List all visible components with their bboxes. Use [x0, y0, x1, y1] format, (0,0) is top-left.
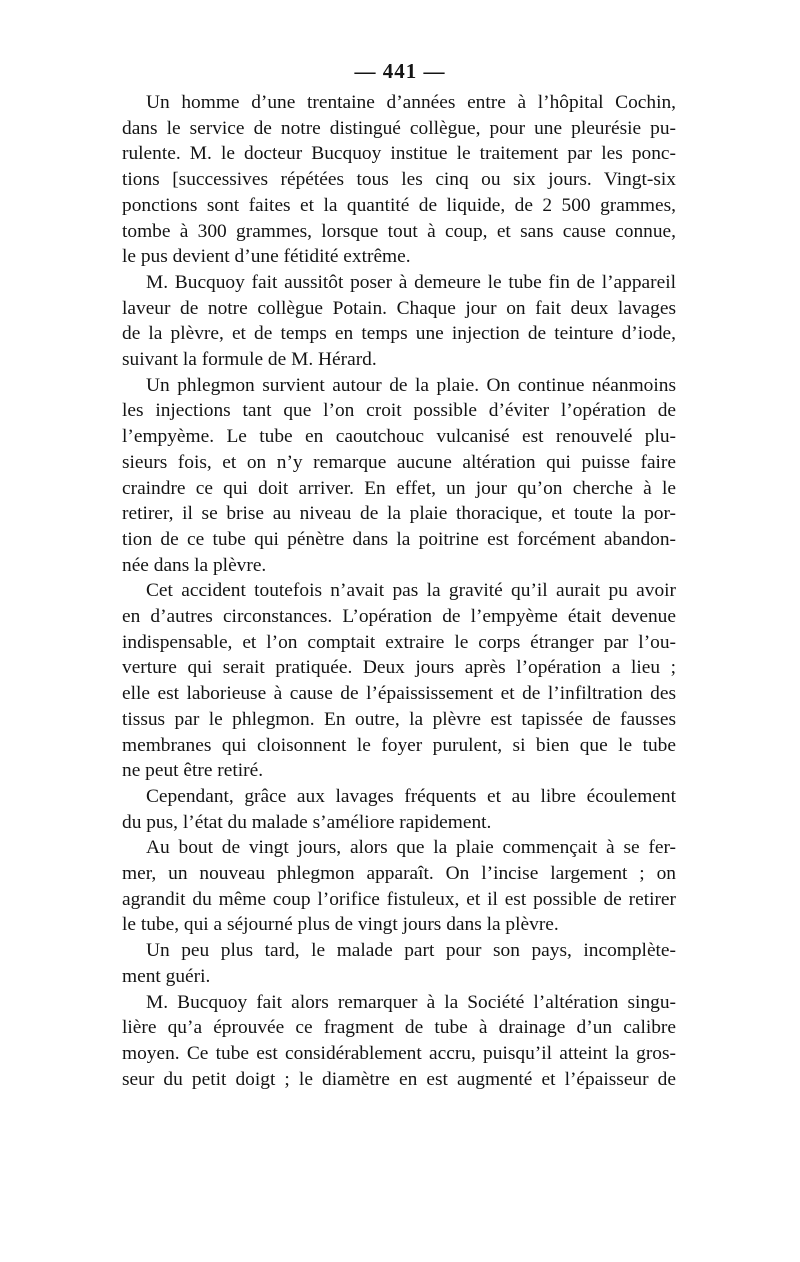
- text-line: du pus, l’état du malade s’améliore rapidement.: [122, 811, 492, 833]
- body-text: [0, 89, 800, 1089]
- text-line: née dans la plèvre.: [122, 554, 267, 576]
- text-line: suivant la formule de M. Hérard.: [122, 349, 377, 370]
- text-line: Un phlegmon survient autour de la plaie. On continue néanmoins: [146, 374, 676, 396]
- text-line: ne peut être retiré.: [122, 760, 264, 782]
- text-line: Au bout de vingt jours, alors que la plaie commençait à se fer-: [146, 837, 676, 859]
- text-line: agrandit du même coup l’orifice fistuleux, et il est possible de retirer: [122, 888, 676, 910]
- text-line: tombe à 300 grammes, lorsque tout à coup, et sans cause connue,: [122, 220, 676, 242]
- text-line: lière qu’a éprouvée ce fragment de tube à drainage d’un calibre: [122, 1017, 676, 1039]
- text-line: M. Bucquoy fait aussitôt poser à demeure le tube fin de l’appareil: [146, 271, 676, 293]
- text-line: l’empyème. Le tube en caoutchouc vulcanisé est renouvelé plu-: [122, 426, 676, 448]
- text-line: membranes qui cloisonnent le foyer purulent, si bien que le tube: [122, 734, 676, 756]
- text-line: le tube, qui a séjourné plus de vingt jours dans la plèvre.: [122, 914, 559, 936]
- text-line: tions [successives répétées tous les cinq ou six jours. Vingt-six: [122, 169, 676, 191]
- text-line: retirer, il se brise au niveau de la plaie thoracique, et toute la por-: [122, 503, 676, 525]
- text-line: Un peu plus tard, le malade part pour son pays, incomplète-: [146, 940, 676, 962]
- text-line: tion de ce tube qui pénètre dans la poitrine est forcément abandon-: [122, 528, 676, 550]
- text-line: Cependant, grâce aux lavages fréquents et au libre écoulement: [146, 785, 676, 807]
- text-line: de la plèvre, et de temps en temps une injection de teinture d’iode,: [122, 323, 676, 345]
- text-line: dans le service de notre distingué collègue, pour une pleurésie pu-: [122, 117, 676, 139]
- text-line: ponctions sont faites et la quantité de liquide, de 2 500 grammes,: [122, 194, 676, 216]
- text-line: laveur de notre collègue Potain. Chaque jour on fait deux lavages: [122, 297, 676, 319]
- text-line: le pus devient d’une fétidité extrême.: [122, 246, 411, 268]
- text-line: indispensable, et l’on comptait extraire le corps étranger par l’ou-: [122, 631, 676, 653]
- text-line: les injections tant que l’on croit possible d’éviter l’opération de: [122, 400, 676, 422]
- text-line: tissus par le phlegmon. En outre, la plèvre est tapissée de fausses: [122, 708, 676, 730]
- text-line: sieurs fois, et on n’y remarque aucune altération qui puisse faire: [122, 451, 676, 473]
- text-line: seur du petit doigt ; le diamètre en est augmenté et l’épaisseur de: [122, 1068, 676, 1090]
- text-line: Un homme d’une trentaine d’années entre à l’hôpital Cochin,: [146, 92, 676, 113]
- page-number: — 441 —: [354, 59, 446, 83]
- text-line: moyen. Ce tube est considérablement accru, puisqu’il atteint la gros-: [122, 1042, 676, 1064]
- text-line: M. Bucquoy fait alors remarquer à la Société l’altération singu-: [146, 991, 676, 1013]
- text-line: mer, un nouveau phlegmon apparaît. On l’incise largement ; on: [122, 863, 676, 884]
- text-line: elle est laborieuse à cause de l’épaississement et de l’infiltration des: [122, 683, 676, 705]
- text-line: en d’autres circonstances. L’opération de l’empyème était devenue: [122, 606, 676, 627]
- text-line: ment guéri.: [122, 965, 211, 987]
- text-line: verture qui serait pratiquée. Deux jours après l’opération a lieu ;: [122, 657, 676, 679]
- text-line: Cet accident toutefois n’avait pas la gravité qu’il aurait pu avoir: [146, 580, 676, 602]
- text-line: craindre ce qui doit arriver. En effet, un jour qu’on cherche à le: [122, 477, 676, 499]
- text-line: rulente. M. le docteur Bucquoy institue le traitement par les ponc-: [122, 143, 676, 165]
